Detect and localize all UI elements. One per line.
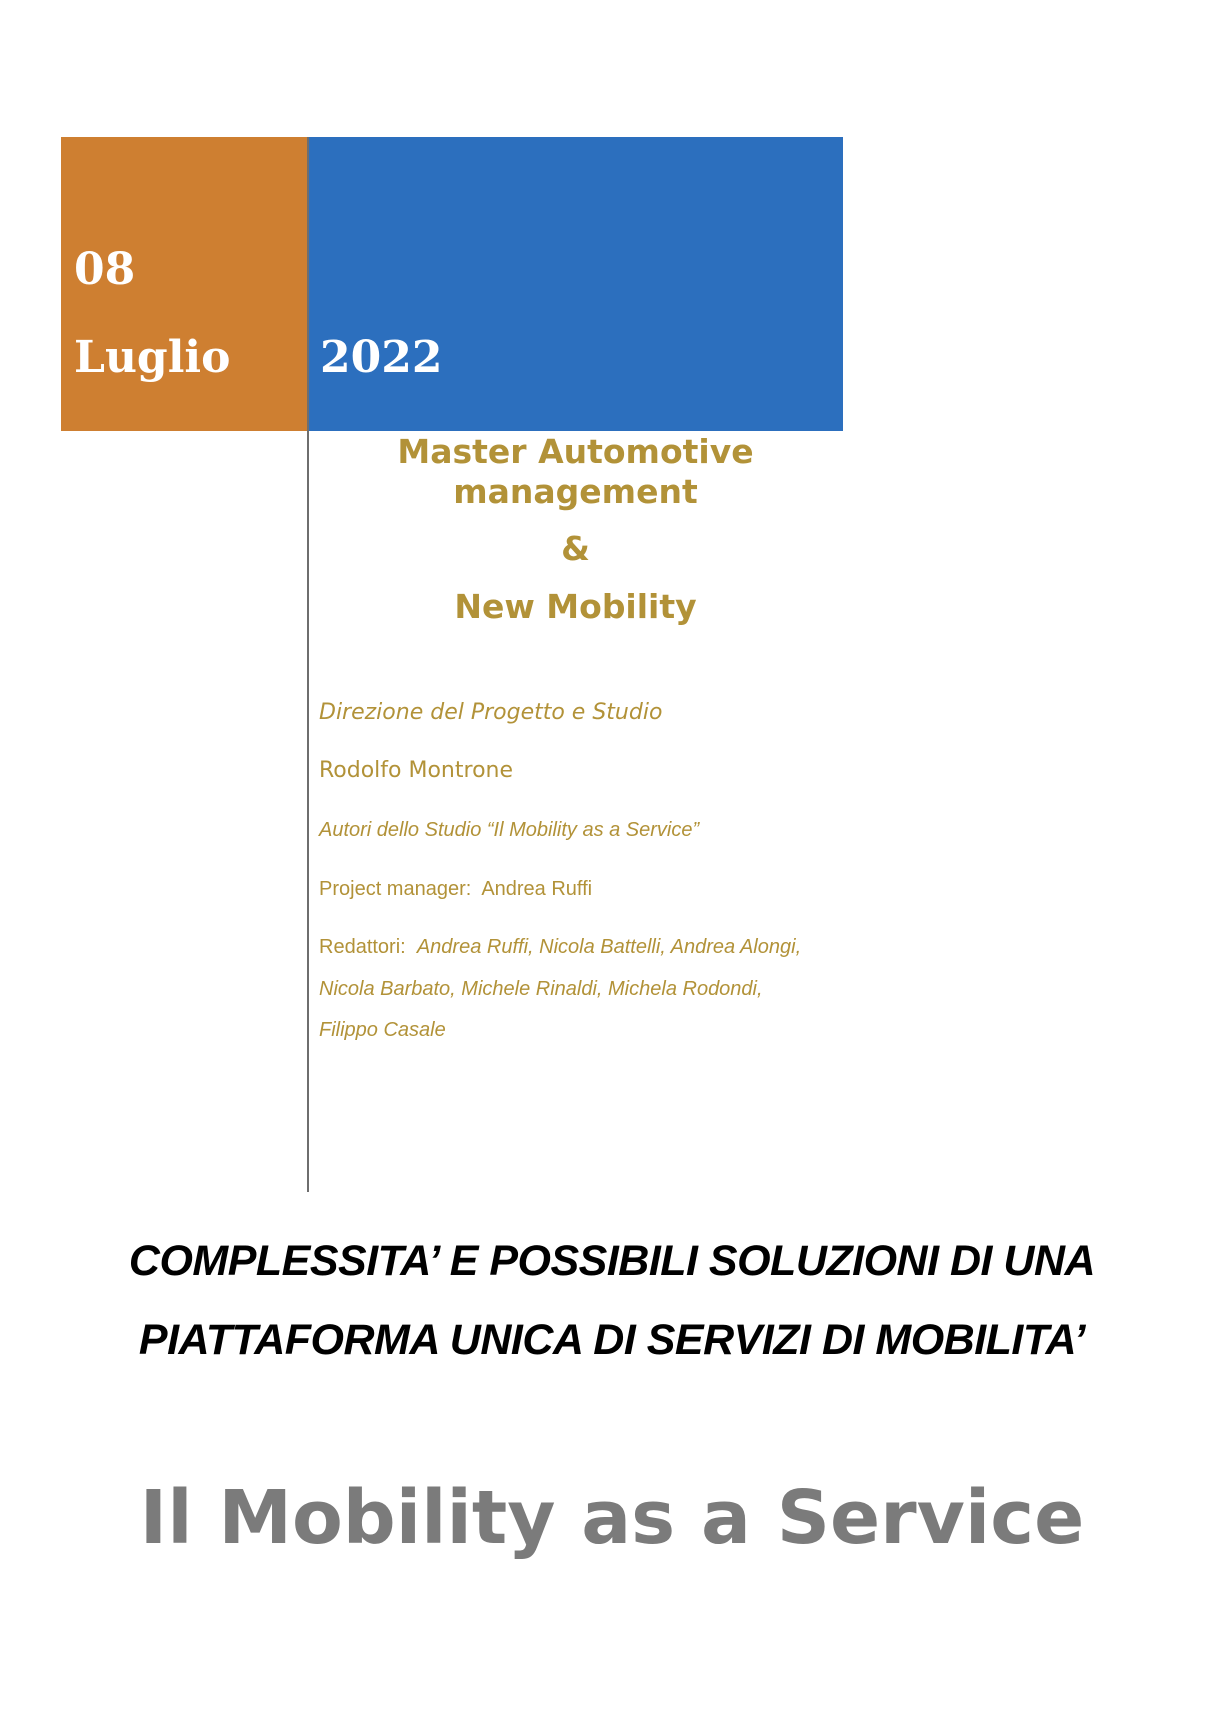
director-name: Rodolfo Montrone	[319, 758, 514, 783]
program-title-line1: Master Automotive	[397, 432, 754, 471]
authors-label: Autori dello Studio “Il Mobility as a Service”	[319, 819, 700, 841]
editors-line1	[319, 935, 801, 959]
date-month: Luglio	[74, 332, 231, 383]
document-title-line2: PIATTAFORMA UNICA DI SERVIZI DI MOBILITA’	[138, 1316, 1086, 1364]
program-title-line2: management	[453, 472, 698, 511]
program-ampersand: &	[561, 529, 590, 568]
pm-name: Andrea Ruffi	[481, 878, 593, 900]
editors-names-1: Andrea Ruffi, Nicola Battelli, Andrea Alongi,	[416, 936, 802, 958]
project-manager	[319, 877, 592, 901]
document-subtitle: Il Mobility as a Service	[139, 1475, 1085, 1561]
editors-line3: Filippo Casale	[319, 1019, 446, 1041]
document-title-line1: COMPLESSITA’ E POSSIBILI SOLUZIONI DI UNA	[128, 1237, 1096, 1285]
date-year: 2022	[320, 332, 443, 383]
program-title-line3: New Mobility	[454, 587, 697, 626]
editors-label: Redattori:	[319, 936, 406, 958]
date-day: 08	[74, 244, 136, 295]
vertical-divider	[307, 137, 309, 1192]
pm-label: Project manager:	[319, 878, 472, 900]
editors-line2: Nicola Barbato, Michele Rinaldi, Michela Rodondi,	[319, 978, 763, 1000]
year-blue-block	[308, 137, 843, 431]
direction-label: Direzione del Progetto e Studio	[319, 700, 663, 725]
